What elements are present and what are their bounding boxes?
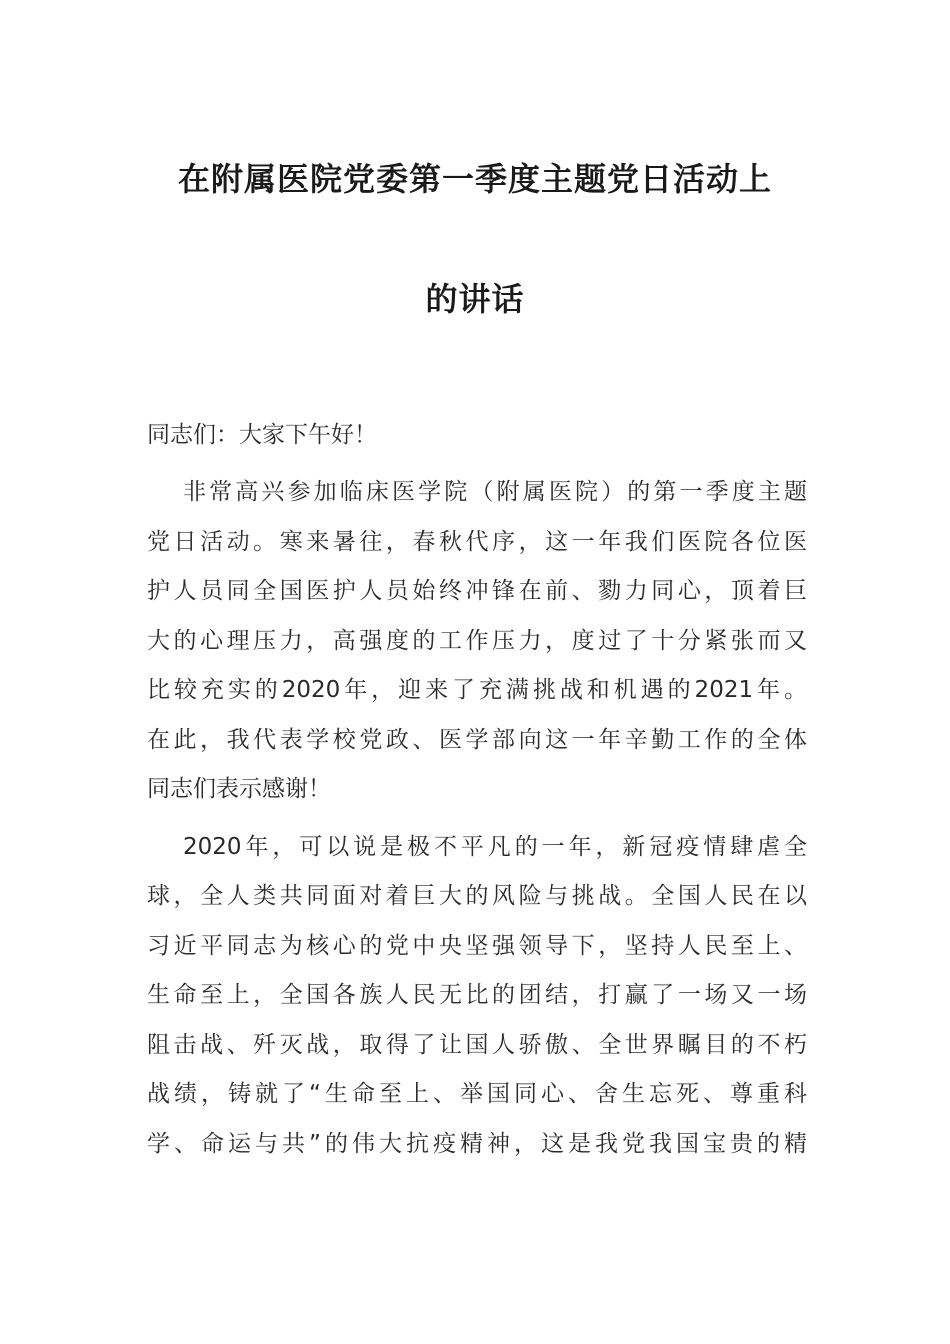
paragraph-line: 生命至上，全国各族人民无比的团结，打赢了一场又一场 [147,982,807,1008]
paragraph-line: 阻击战、歼灭战，取得了让国人骄傲、全世界瞩目的不朽 [147,1031,807,1058]
document-body [147,410,807,1177]
paragraph-line: 比较充实的2020年，迎来了充满挑战和机遇的2021年。 [147,677,807,703]
paragraph-2 [147,823,807,1170]
document-title-line-2: 的讲话 [425,280,525,318]
document-title-line-1: 在附属医院党委第一季度主题党日活动上 [177,160,772,198]
paragraph-line: 学、命运与共”的伟大抗疫精神，这是我党我国宝贵的精 [147,1130,807,1157]
paragraph-line: 在此，我代表学校党政、医学部向这一年辛勤工作的全体 [147,726,807,753]
paragraph-line: 2020年，可以说是极不平凡的一年，新冠疫情肆虐全 [183,833,807,860]
paragraph-line: 习近平同志为核心的党中央坚强领导下，坚持人民至上、 [147,932,807,959]
paragraph-line: 党日活动。寒来暑往，春秋代序，这一年我们医院各位医 [147,528,807,555]
paragraph-line: 球，全人类共同面对着巨大的风险与挑战。全国人民在以 [147,883,807,909]
paragraph-line: 护人员同全国医护人员始终冲锋在前、勠力同心，顶着巨 [147,578,807,604]
salutation: 同志们：大家下午好！ [147,422,377,448]
paragraph-line: 大的心理压力，高强度的工作压力，度过了十分紧张而又 [147,627,807,654]
paragraph-1 [147,468,807,815]
paragraph-line: 同志们表示感谢！ [147,776,331,802]
paragraph-line: 非常高兴参加临床医学院（附属医院）的第一季度主题 [183,479,807,505]
paragraph-line: 战绩，铸就了“生命至上、举国同心、舍生忘死、尊重科 [147,1081,807,1107]
